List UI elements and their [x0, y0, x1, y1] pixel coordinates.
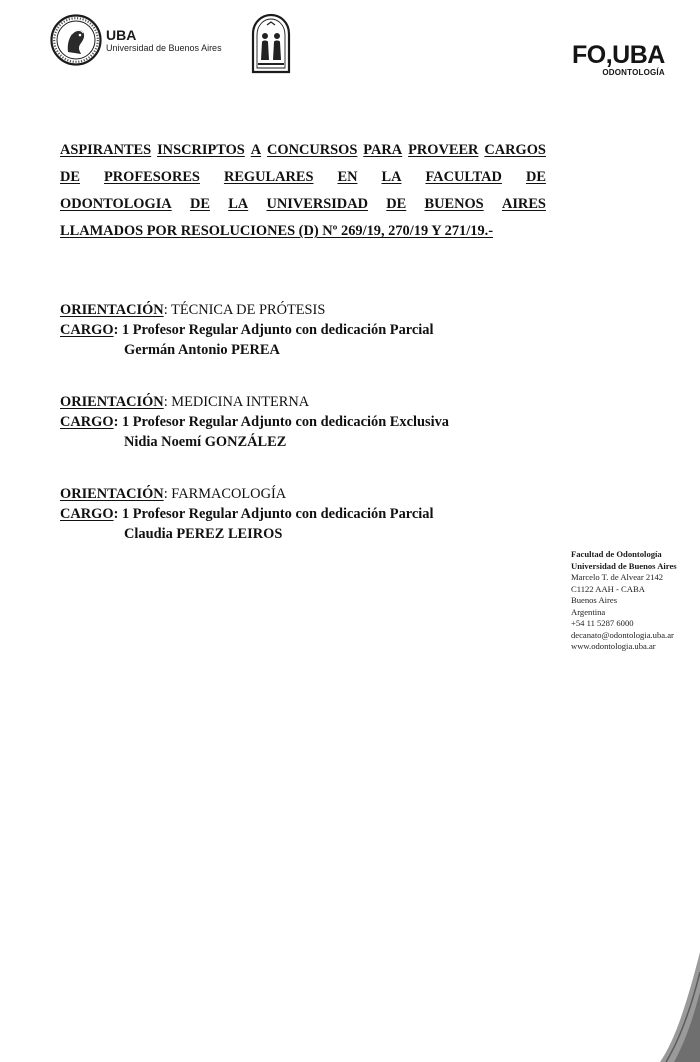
fo-uba-logo-subtitle: ODONTOLOGÍA [602, 68, 665, 77]
orientation-label: ORIENTACIÓN [60, 394, 164, 410]
cargo-label: CARGO [60, 414, 114, 430]
faculty-address-block [571, 549, 677, 653]
title-word: PROFESORES [103, 169, 200, 185]
title-word: CONCURSOS [267, 142, 358, 158]
address-line: Facultad de Odontología [571, 549, 662, 559]
orientation-row [60, 484, 540, 504]
fo-uba-logo [572, 42, 665, 78]
title-line-2 [60, 169, 546, 186]
section-farmacologia [60, 484, 540, 544]
title-line-3 [60, 196, 546, 213]
address-website: www.odontologia.uba.ar [571, 641, 656, 651]
page-curl-corner [660, 952, 700, 1062]
title-word: REGULARES [223, 169, 314, 185]
orientation-label: ORIENTACIÓN [60, 302, 164, 318]
address-line: Buenos Aires [571, 595, 618, 605]
section-medicina-interna [60, 392, 540, 452]
uba-name: UBA [106, 27, 137, 43]
orientation-value: : FARMACOLOGÍA [163, 486, 287, 502]
title-word: LA [228, 196, 249, 212]
document-title [60, 142, 546, 250]
address-line: Universidad de Buenos Aires [571, 560, 677, 571]
address-line: Marcelo T. de Alvear 2142 [571, 572, 664, 582]
address-line: Argentina [571, 606, 606, 617]
title-word: ODONTOLOGIA [60, 196, 172, 212]
section-tecnica-protesis [60, 300, 540, 360]
fo-uba-logo-text: FO,UBA [572, 41, 665, 69]
cargo-label: CARGO [60, 506, 114, 522]
candidate-name: Germán Antonio PEREA [124, 342, 280, 358]
title-word: A [250, 142, 262, 158]
title-word: PARA [363, 142, 403, 158]
address-email: decanato@odontologia.uba.ar [571, 629, 674, 640]
orientation-label: ORIENTACIÓN [60, 486, 164, 502]
cargo-value: : 1 Profesor Regular Adjunto con dedicación Parcial [113, 506, 434, 522]
title-word: BUENOS [424, 196, 484, 212]
address-phone: +54 11 5287 6000 [571, 618, 634, 628]
title-line-4: LLAMADOS POR RESOLUCIONES (D) Nº 269/19, 270/19 Y 271/19.- [60, 223, 494, 239]
title-word: FACULTAD [425, 169, 502, 185]
orientation-value: : TÉCNICA DE PRÓTESIS [163, 302, 326, 318]
title-word: ASPIRANTES [60, 142, 152, 158]
title-word: DE [386, 196, 407, 212]
title-word: INSCRIPTOS [157, 142, 245, 158]
uba-full-name: Universidad de Buenos Aires [106, 43, 222, 53]
orientation-row [60, 300, 540, 320]
cargo-label: CARGO [60, 322, 114, 338]
cargo-row [60, 504, 540, 524]
address-line: C1122 AAH - CABA [571, 583, 645, 594]
faculty-emblem-logo [250, 12, 292, 74]
title-word: UNIVERSIDAD [266, 196, 368, 212]
orientation-value: : MEDICINA INTERNA [163, 394, 310, 410]
title-word: CARGOS [484, 142, 546, 158]
title-word: AIRES [501, 196, 546, 212]
title-word: DE [189, 196, 210, 212]
candidate-name: Claudia PEREZ LEIROS [124, 526, 283, 542]
title-word: LA [381, 169, 402, 185]
title-word: DE [60, 169, 80, 185]
cargo-row [60, 412, 540, 432]
title-word: PROVEER [408, 142, 479, 158]
title-word: DE [525, 169, 546, 185]
cargo-row [60, 320, 540, 340]
cargo-value: : 1 Profesor Regular Adjunto con dedicación Parcial [113, 322, 434, 338]
candidate-name: Nidia Noemí GONZÁLEZ [124, 434, 287, 450]
uba-brand [106, 28, 222, 54]
cargo-value: : 1 Profesor Regular Adjunto con dedicación Exclusiva [113, 414, 449, 430]
title-line-1 [60, 142, 546, 159]
title-word: EN [337, 169, 358, 185]
uba-seal-logo [50, 14, 102, 66]
orientation-row [60, 392, 540, 412]
